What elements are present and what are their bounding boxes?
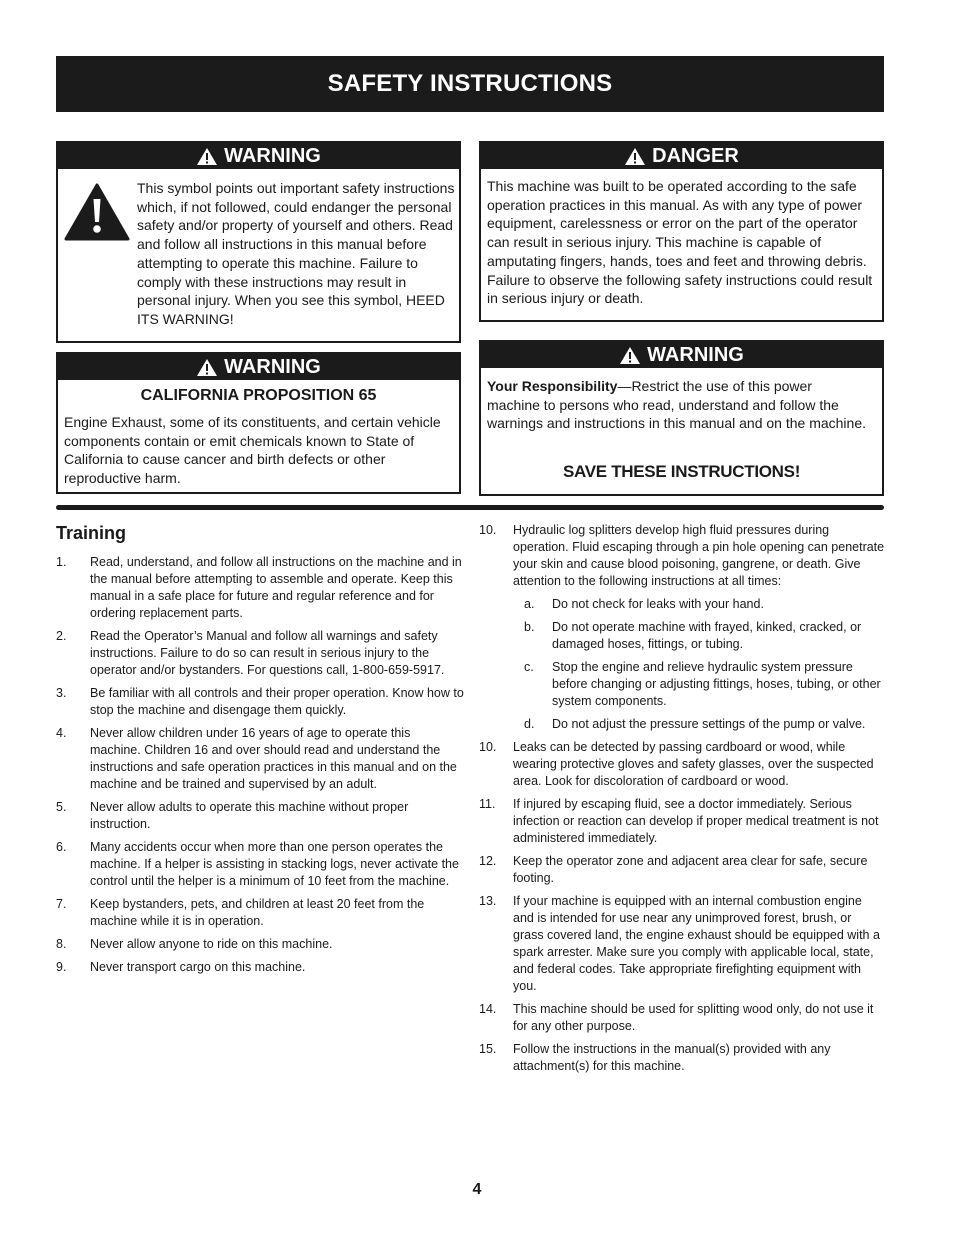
list-item <box>56 799 464 833</box>
list-item <box>56 839 464 890</box>
item-text: Do not adjust the pressure settings of the pump or valve. <box>552 717 866 731</box>
section-divider <box>56 505 884 510</box>
list-item <box>56 725 464 793</box>
item-text: Do not check for leaks with your hand. <box>552 597 764 611</box>
page-title-bar <box>56 56 884 112</box>
training-list-left <box>56 554 464 982</box>
item-text: Be familiar with all controls and their proper operation. Know how to stop the machine and disengage them quickly. <box>90 686 464 717</box>
list-item <box>56 896 464 930</box>
warning-header <box>58 354 459 380</box>
item-text: Stop the engine and relieve hydraulic system pressure before changing or adjusting fittings, hoses, tubing, or other system components. <box>552 660 881 708</box>
list-item <box>479 796 885 847</box>
responsibility-panel <box>479 340 884 496</box>
item-number: 11. <box>479 797 496 811</box>
item-letter: a. <box>524 597 535 611</box>
item-text: Do not operate machine with frayed, kinked, cracked, or damaged hoses, fittings, or tubing. <box>552 620 862 651</box>
item-text: Read, understand, and follow all instructions on the machine and in the manual before attempting to assemble and operate. Keep this manual in a safe place for future and regular reference and for ordering replacement parts. <box>90 555 462 620</box>
warning-triangle-icon <box>624 147 646 166</box>
sub-list-item <box>479 659 885 710</box>
warning-symbol-panel <box>56 141 461 343</box>
warning-triangle-icon <box>619 346 641 365</box>
item-text: If your machine is equipped with an internal combustion engine and is intended for use near any unimproved forest, brush, or grass covered land, the engine exhaust should be equipped with a spark arrester. Make sure you comply with applicable local, state, and federal codes. Take appropriate firefighting equipment with you. <box>513 894 880 993</box>
item-letter: c. <box>524 660 534 674</box>
item-number: 6. <box>56 840 67 854</box>
danger-heading: DANGER <box>652 144 739 167</box>
item-text: Follow the instructions in the manual(s) provided with any attachment(s) for this machine. <box>513 1042 831 1073</box>
item-number: 10. <box>479 523 497 537</box>
item-text: Read the Operator’s Manual and follow all warnings and safety instructions. Failure to do so can result in serious injury to the operator and/or bystanders. For questions call, 1-800-659-5917. <box>90 629 445 677</box>
danger-panel <box>479 141 884 322</box>
list-item <box>479 1041 885 1075</box>
item-text: Never allow children under 16 years of age to operate this machine. Children 16 and over should read and understand the instructions and safe operation practices in this manual and on the machine and be trained and supervised by an adult. <box>90 726 457 791</box>
item-text: Keep the operator zone and adjacent area clear for safe, secure footing. <box>513 854 868 885</box>
item-number: 3. <box>56 686 67 700</box>
responsibility-lead: Your Responsibility <box>487 378 618 394</box>
item-number: 12. <box>479 854 497 868</box>
item-text: Never allow anyone to ride on this machine. <box>90 937 333 951</box>
list-item <box>479 893 885 995</box>
training-list-right <box>479 522 885 1081</box>
item-number: 7. <box>56 897 67 911</box>
item-text: This machine should be used for splitting wood only, do not use it for any other purpose. <box>513 1002 874 1033</box>
large-warning-triangle-icon <box>64 183 130 241</box>
page-number: 4 <box>472 1181 482 1198</box>
item-number: 1. <box>56 555 67 569</box>
training-heading: Training <box>56 523 127 543</box>
warning-heading: WARNING <box>647 343 744 366</box>
item-text: Hydraulic log splitters develop high fluid pressures during operation. Fluid escaping through a pin hole opening can penetrate your skin and cause blood poisoning, gangrene, or death. Give attention to the following instructions at all times: <box>513 523 885 588</box>
sub-list-item <box>479 596 885 613</box>
list-item <box>56 959 464 976</box>
responsibility-body: —Restrict the use of this power machine to persons who read, understand and follow the warnings and instructions in this manual and on the machine. <box>487 378 866 432</box>
item-number: 4. <box>56 726 67 740</box>
danger-header <box>481 143 882 169</box>
item-text: Leaks can be detected by passing cardboard or wood, while wearing protective gloves and safety glasses, over the suspected area. Look for discoloration of cardboard or wood. <box>513 740 874 788</box>
save-instructions-notice: SAVE THESE INSTRUCTIONS! <box>562 462 801 481</box>
warning-header <box>58 143 459 169</box>
prop65-text: Engine Exhaust, some of its constituents, and certain vehicle components contain or emit chemicals known to State of California to cause cancer and birth defects or other reproductive harm. <box>64 414 441 487</box>
warning-header <box>481 342 882 368</box>
item-number: 10. <box>479 740 497 754</box>
warning-symbol-text: This symbol points out important safety instructions which, if not followed, could endanger the personal safety and/or property of yourself and others. Read and follow all instructions in this manual before attempting to operate this machine. Failure to comply with these instructions may result in personal injury. When you see this symbol, HEED ITS WARNING! <box>137 180 455 327</box>
item-number: 8. <box>56 937 67 951</box>
list-item <box>479 853 885 887</box>
responsibility-text <box>487 377 867 433</box>
list-item <box>56 685 464 719</box>
item-number: 9. <box>56 960 67 974</box>
list-item <box>56 628 464 679</box>
sub-list-item <box>479 716 885 733</box>
list-item <box>56 936 464 953</box>
item-number: 5. <box>56 800 67 814</box>
danger-text: This machine was built to be operated according to the safe operation practices in this manual. As with any type of power equipment, carelessness or error on the part of the operator can result in serious injury. This machine is capable of amputating fingers, hands, toes and feet and throwing debris. Failure to observe the following safety instructions could result in serious injury or death. <box>487 178 873 307</box>
prop65-subheading: CALIFORNIA PROPOSITION 65 <box>140 387 377 404</box>
item-text: If injured by escaping fluid, see a doctor immediately. Serious infection or reaction can develop if proper medical treatment is not administered immediately. <box>513 797 879 845</box>
item-text: Many accidents occur when more than one person operates the machine. If a helper is assisting in stacking logs, never activate the control until the helper is a minimum of 10 feet from the machine. <box>90 840 459 888</box>
warning-triangle-icon <box>196 358 218 377</box>
list-item <box>479 739 885 790</box>
item-text: Never allow adults to operate this machine without proper instruction. <box>90 800 409 831</box>
item-number: 2. <box>56 629 67 643</box>
list-item <box>479 522 885 590</box>
item-text: Never transport cargo on this machine. <box>90 960 306 974</box>
warning-heading: WARNING <box>224 355 321 378</box>
item-letter: d. <box>524 717 535 731</box>
item-number: 13. <box>479 894 497 908</box>
list-item <box>479 1001 885 1035</box>
page-title: SAFETY INSTRUCTIONS <box>327 70 613 97</box>
item-text: Keep bystanders, pets, and children at least 20 feet from the machine while it is in operation. <box>90 897 425 928</box>
warning-heading: WARNING <box>224 144 321 167</box>
warning-triangle-icon <box>196 147 218 166</box>
sub-list-item <box>479 619 885 653</box>
item-number: 14. <box>479 1002 497 1016</box>
item-letter: b. <box>524 620 535 634</box>
item-number: 15. <box>479 1042 497 1056</box>
prop65-panel <box>56 352 461 494</box>
list-item <box>56 554 464 622</box>
